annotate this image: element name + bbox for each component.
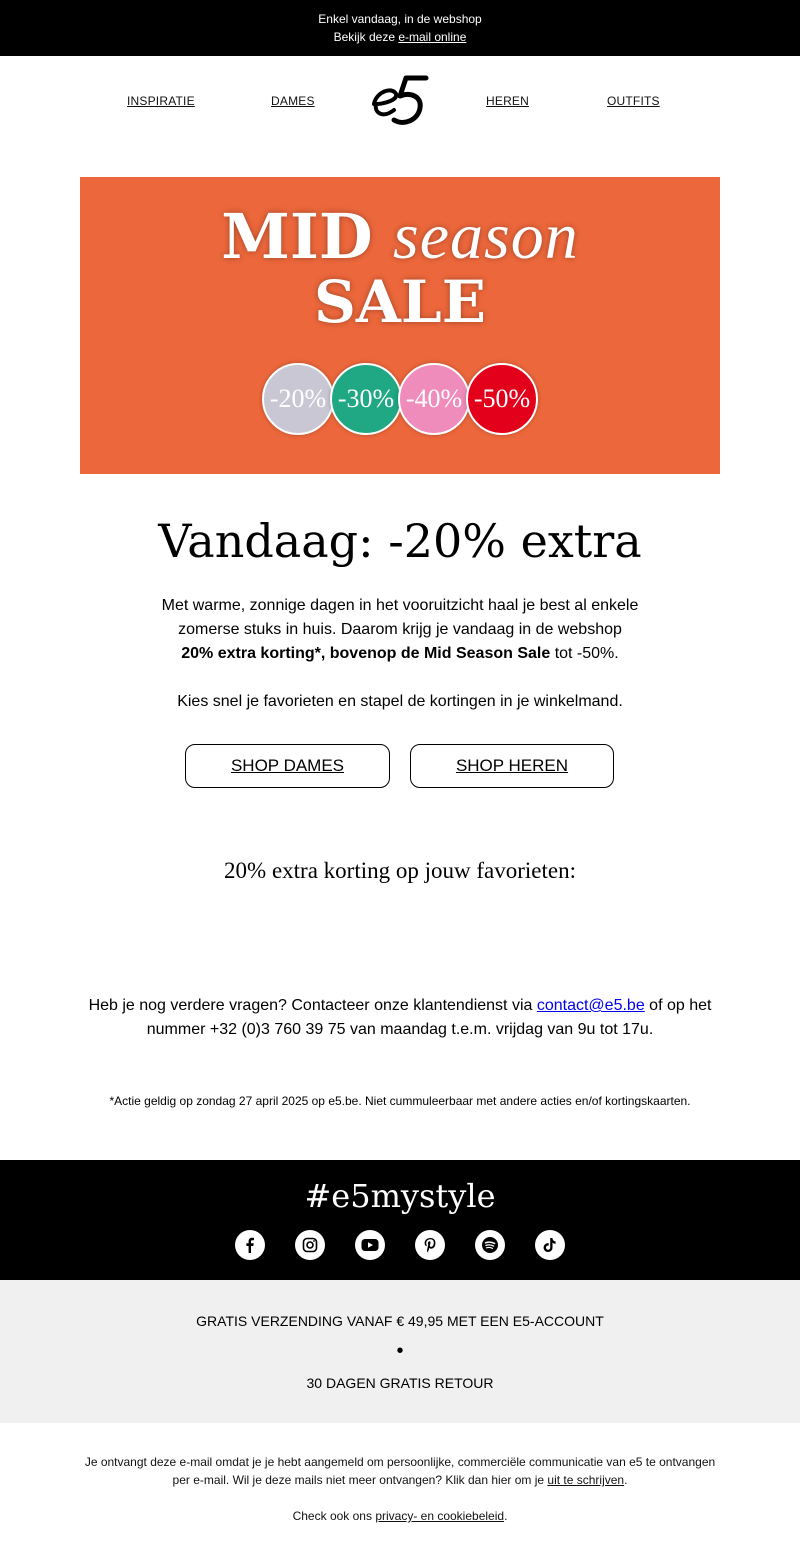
banner-sale: SALE [314, 268, 486, 336]
mid-season-sale-banner[interactable] [80, 177, 720, 474]
privacy-policy-link[interactable]: privacy- en cookiebeleid [375, 1509, 505, 1523]
footer-line-2-prefix: per e-mail. Wil je deze mails niet meer ontvangen? Klik dan hier om je [172, 1473, 548, 1487]
view-online-prefix: Bekijk deze [333, 30, 399, 44]
view-online-line [0, 28, 800, 46]
banner-title [80, 199, 720, 275]
tiktok-icon[interactable] [535, 1230, 565, 1260]
footer-line-1: Je ontvangt deze e-mail omdat je je hebt aangemeld om persoonlijke, commerciële communicatie van e5 te ontvangen [84, 1455, 716, 1469]
intro-line-2: zomerse stuks in huis. Daarom krijg je vandaag in de webshop [178, 621, 622, 638]
view-online-link[interactable]: e-mail online [398, 30, 467, 44]
nav-item-dames[interactable]: DAMES [271, 94, 315, 108]
pinterest-icon[interactable] [415, 1230, 445, 1260]
footer [80, 1453, 720, 1525]
discount-badge-50: -50% [466, 363, 538, 435]
intro-line-4: Kies snel je favorieten en stapel de kortingen in je winkelmand. [177, 693, 623, 710]
privacy-line [80, 1507, 720, 1525]
disclaimer: *Actie geldig op zondag 27 april 2025 op e5.be. Niet cummuleerbaar met andere acties en/of kortingskaarten. [109, 1094, 691, 1108]
privacy-suffix: . [504, 1509, 508, 1523]
intro-bold: 20% extra korting*, bovenop de Mid Season Sale [181, 645, 551, 662]
social-section [0, 1160, 800, 1280]
facebook-icon[interactable] [235, 1230, 265, 1260]
intro-line-3 [100, 642, 700, 666]
contact-mid: of op het [644, 997, 712, 1014]
intro-text [100, 594, 700, 666]
page-headline: Vandaag: -20% extra [158, 514, 642, 568]
perks-separator: • [396, 1340, 404, 1362]
privacy-prefix: Check ook ons [292, 1509, 376, 1523]
e5-logo[interactable] [370, 74, 430, 130]
banner-mid: MID [221, 200, 373, 273]
nav-item-heren[interactable]: HEREN [486, 94, 530, 108]
free-shipping-text: GRATIS VERZENDING VANAF € 49,95 MET EEN E5-ACCOUNT [196, 1313, 604, 1329]
intro-tail: tot -50%. [550, 645, 619, 662]
footer-line-2-suffix: . [624, 1473, 628, 1487]
footer-spacer [80, 1489, 720, 1507]
nav-item-inspiratie[interactable]: INSPIRATIE [127, 94, 195, 108]
contact-text [80, 994, 720, 1042]
favorites-heading: 20% extra korting op jouw favorieten: [224, 858, 576, 883]
discount-badge-40: -40% [398, 363, 470, 435]
spotify-icon[interactable] [475, 1230, 505, 1260]
intro-line-1: Met warme, zonnige dagen in het vooruitzicht haal je best al enkele [161, 597, 639, 614]
discount-badge-30: -30% [330, 363, 402, 435]
perks-section [0, 1280, 800, 1423]
contact-email-link[interactable]: contact@e5.be [536, 997, 645, 1014]
preheader-bar [0, 0, 800, 56]
preheader-text: Enkel vandaag, in de webshop [318, 12, 482, 26]
nav-item-outfits[interactable]: OUTFITS [607, 94, 660, 108]
youtube-icon[interactable] [355, 1230, 385, 1260]
contact-line-2: nummer +32 (0)3 760 39 75 van maandag t.e.m. vrijdag van 9u tot 17u. [146, 1021, 654, 1038]
banner-season: season [393, 200, 579, 273]
shop-dames-button[interactable]: SHOP DAMES [185, 744, 390, 788]
shop-heren-button[interactable]: SHOP HEREN [410, 744, 614, 788]
discount-badge-20: -20% [262, 363, 334, 435]
free-returns-text: 30 DAGEN GRATIS RETOUR [306, 1375, 494, 1391]
contact-prefix: Heb je nog verdere vragen? Contacteer onze klantendienst via [88, 997, 537, 1014]
contact-line-1 [80, 994, 720, 1018]
instagram-icon[interactable] [295, 1230, 325, 1260]
unsubscribe-link[interactable]: uit te schrijven [547, 1473, 625, 1487]
footer-line-2 [80, 1471, 720, 1489]
hashtag: #e5mystyle [304, 1177, 496, 1215]
